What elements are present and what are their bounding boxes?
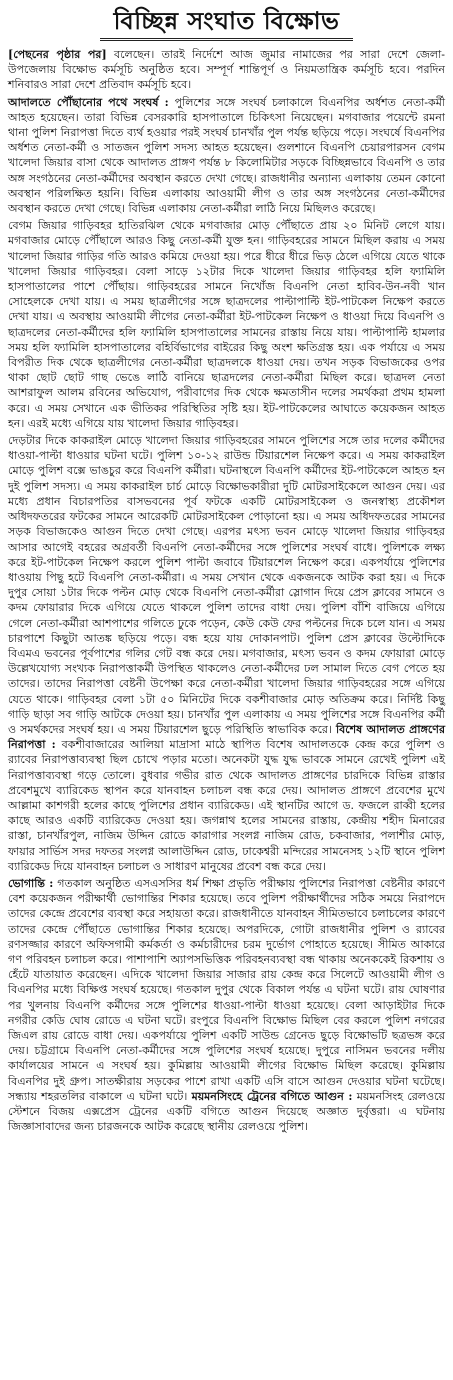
section-1-paragraph-1 (8, 95, 445, 217)
paragraph-text: গতকাল অনুষ্ঠিত এসএসসির ধর্ম শিক্ষা প্রভৃতি পরীক্ষায় পুলিশের নিরাপত্তা বেষ্টনীর কারণে বেশ কয়েকজন পরীক্ষার্থী ভোগান্তির শিকার হয়েছে। তবে পুলিশ পরীক্ষার্থীদের সঠিক সময়ে নিরাপদে তাদের কেন্দ্রে প্রবেশের ব্যবস্থা করে সহায়তা করে। রাজধানীতে যানবাহন সীমিতভাবে চলাচলের কারণে তাদের কেন্দ্রে পৌঁছাতে ভোগান্তির শিকার হয়েছে। অপরদিকে, গোটা রাজধানীর পুলিশ ও র‌্যাবের রণসজ্জার কারণে অফিসগামী কর্মকর্তা ও কর্মচারীদের চরম দুর্ভোগ পোহাতে হয়েছে। সীমিত আকারে গণ পরিবহন চলাচল করে। পাশাপাশি অ্যাপসভিত্তিক পরিবহনব্যবস্থা বন্ধ থাকায় অনেককেই রিকশায় ও হেঁটে যাতায়াত করেছেন। এদিকে খালেদা জিয়ার সাজার রায় কেন্দ্র করে সিলেটে আওয়ামী লীগ ও বিএনপির মধ্যে বিক্ষিপ্ত সংঘর্ষ হয়েছে। গতকাল দুপুর থেকে বিকাল পর্যন্ত এ ঘটনা ঘটে। রায় ঘোষণার পর খুলনায় বিএনপি কর্মীদের সঙ্গে পুলিশের ধাওয়া-পাল্টা ধাওয়া হয়েছে। বেলা আড়াইটার দিকে নগরীর কেডি ঘোষ রোডে এ ঘটনা ঘটে। রংপুরে বিএনপি বিক্ষোভ মিছিল বের করলে পুলিশ নগরের জিএল রায় রোডে বাধা দেয়। একপর্যায়ে পুলিশ একটি সাউন্ড গ্রেনেড ছুড়ে বিক্ষোভটি ছত্রভঙ্গ করে দেয়। চট্টগ্রামে বিএনপি নেতা-কর্মীদের সঙ্গে পুলিশের সংঘর্ষ হয়েছে। দুপুরে নাসিমন ভবনের দলীয় কার্যালয়ের সামনে এ সংঘর্ষ হয়। কুমিল্লায় আওয়ামী লীগের বিক্ষোভ মিছিল করেছে। কুমিল্লায় বিএনপির দুই গ্রুপ। সাতক্ষীরায় সড়কের পাশে রাখা একটি এসি বাসে আগুন দেওয়ার ঘটনা ঘটেছে। সন্ধ্যায় শহরতলির বাকালে এ ঘটনা ঘটে। (8, 876, 445, 1103)
paragraph-text: ময়মনসিংহ রেলওয়ে স্টেশনে বিজয় এক্সপ্রেস ট্রেনের একটি বগিতে আগুন দিয়েছে অজ্ঞাত দুর্বৃত্তরা। এ ঘটনায় জিজ্ঞাসাবাদের জন্য চারজনকে আটক করেছে স্থানীয় রেলওয়ে পুলিশ। (8, 1089, 446, 1134)
headline: বিচ্ছিন্ন সংঘাত বিক্ষোভ (100, 4, 354, 41)
headline-wrapper (8, 4, 445, 41)
section-1-paragraph-3 (8, 433, 445, 874)
section-1-paragraph-2 (8, 218, 445, 431)
section-heading-court-clash: আদালতে পৌঁছানোর পথে সংঘর্ষ : (8, 95, 169, 109)
section-heading-suffering: ভোগান্তি : (8, 876, 54, 890)
article-body (8, 47, 445, 1134)
continuation-label: [পেছনের পৃষ্ঠার পর] (8, 48, 107, 61)
intro-text: বলেছেন। তারই নির্দেশে আজ জুমার নামাজের পর সারা দেশে জেলা-উপজেলায় বিক্ষোভ কর্মসূচি অনুষ্ঠিত হবে। সম্পূর্ণ শান্তিপূর্ণ ও নিয়মতান্ত্রিক কর্মসূচি হবে। পরদিন শনিবারও সারা দেশে প্রতিবাদ কর্মসূচি হবে। (8, 48, 445, 92)
paragraph-text: বকশীবাজারের আলিয়া মাদ্রাসা মাঠে স্থাপিত বিশেষ আদালতকে কেন্দ্র করে পুলিশ ও র‌্যাবের নিরাপত্তাব্যবস্থা ছিল চোখে পড়ার মতো। অনেকটা যুদ্ধ যুদ্ধ ভাবকে সামনে রেখেই পুলিশ এই নিরাপত্তাব্যবস্থা গড়ে তোলে। বুধবার গভীর রাত থেকে আদালত প্রাঙ্গণের চারদিকে বিভিন্ন রাস্তার প্রবেশমুখে ব্যারিকেড স্থাপন করে যানবাহন চলাচল বন্ধ করে দেয়। আদালত প্রাঙ্গণে প্রবেশের মুখে আল্লামা কাশগরী হলের কাছে পুলিশের প্রধান ব্যারিকেড। এই স্থানটির আগে ড. ফজলে রাব্বী হলের কাছে আরও একটি ব্যারিকেড দেওয়া হয়। জগন্নাথ হলের সামনের রাস্তায়, কেন্দ্রীয় শহীদ মিনারের রাস্তা, চানখাঁরপুল, নাজিম উদ্দিন রোডে কারাগার সংলগ্ন নাজিম রোড, চকবাজার, পলাশীর মোড়, ফায়ার সার্ভিস সদর দফতর সংলগ্ন আলাউদ্দিন রোড, ঢাকেশ্বরী মন্দিরের সামনেসহ ১২টি স্থানে পুলিশ ব্যারিকেড দিয়ে যানবাহন চলাচল ও সাধারণ মানুষের প্রবেশ বন্ধ করে দেয়। (8, 738, 445, 873)
paragraph-text: বেগম জিয়ার গাড়িবহর হাতিরঝিল থেকে মগবাজার মোড় পৌঁছাতে প্রায় ২০ মিনিট লেগে যায়। মগবাজার মোড়ে পৌঁছালে আরও কিছু নেতা-কর্মী যুক্ত হন। গাড়িবহরের সামনে মিছিল করায় এ সময় খালেদা জিয়ার গাড়ির গতি আরও কমিয়ে দেওয়া হয়। পরে ধীরে ধীরে ভিড় ঠেলে এগিয়ে যেতে থাকে খালেদা জিয়ার গাড়িবহর। বেলা সাড়ে ১২টার দিকে খালেদা জিয়ার গাড়িবহর হলি ফ্যামিলি হাসপাতালের পাশে পৌঁছায়। গাড়িবহরের সামনে নিখোঁজ বিএনপি নেতা হাবিব-উন-নবী খান সোহেলকে দেখা যায়। এ সময় ছাত্রলীগের সঙ্গে ছাত্রদলের পাল্টাপাল্টি ইট-পাটকেল নিক্ষেপ করতে দেখা যায়। এ অবস্থায় আওয়ামী লীগের নেতা-কর্মীরা ইট-পাটকেল নিক্ষেপ ও ধাওয়া দিয়ে বিএনপি ও ছাত্রদলের নেতা-কর্মীদের হলি ফ্যামিলি হাসপাতালের সামনের রাস্তায় নিয়ে যায়। পাল্টাপাল্টি হামলার সময় হলি ফ্যামিলি হাসপাতালের বহির্বিভাগের বাইরের কিছু অংশ ক্ষতিগ্রস্ত হয়। এক পর্যায়ে এ সময় বিপরীত দিক থেকে ছাত্রলীগের নেতা-কর্মীরা ছাত্রদলকে ধাওয়া দেয়। তখন সড়ক বিভাজকের ওপর থাকা ছোট ছোট গাছ ভেঙে লাঠি বানিয়ে ছাত্রদলের নেতা-কর্মীরা মিছিল করে। ছাত্রদল নেতা আশরাফুল আলম রবিনের অভিযোগ, পরীবাগের দিক থেকে ক্ষমতাসীন দলের সমর্থকরা প্রথম হামলা করে। এ সময় সেখানে এক ভীতিকর পরিস্থিতির সৃষ্টি হয়। ইট-পাটকেলের আঘাতে কয়েকজন আহত হন। এরই মধ্যে এগিয়ে যায় খালেদা জিয়ার গাড়িবহর। (8, 219, 445, 430)
section-heading-court-security: বিশেষ আদালত প্রাঙ্গণের নিরাপত্তা : (8, 722, 445, 752)
paragraph-text: দেড়টার দিকে কাকরাইল মোড়ে খালেদা জিয়ার গাড়িবহরের সামনে পুলিশের সঙ্গে তার দলের কর্মীদের ধাওয়া-পাল্টা ধাওয়ার ঘটনা ঘটে। পুলিশ ১০-১২ রাউন্ড টিয়ারশেল নিক্ষেপ করে। এ সময় কাকরাইল মোড়ে পুলিশ বক্সে ভাঙচুর করে বিএনপি কর্মীরা। ঘটনাস্থলে বিএনপি কর্মীদের ইট-পাটকেলে আহত হন দুই পুলিশ সদস্য। এ সময় কাকরাইল চার্চ মোড়ে বিক্ষোভকারীরা দুটি মোটরসাইকেলে আগুন দেয়। এর মধ্যে প্রধান বিচারপতির বাসভবনের পূর্ব ফটকে একটি মোটরসাইকেল ও জনস্বাস্থ্য প্রকৌশল অধিদফতরের ফটকের সামনে আরেকটি মোটরসাইকেল পোড়ানো হয়। এ সময় অধিদফতরের সামনের সড়ক বিভাজকেও আগুন দিতে দেখা গেছে। এরপর মৎস্য ভবন মোড়ে খালেদা জিয়ার গাড়িবহর আসার আগেই বহরের অগ্রবর্তী বিএনপি নেতা-কর্মীদের সঙ্গে পুলিশের সংঘর্ষ বাধে। পুলিশকে লক্ষ্য করে ইট-পাটকেল নিক্ষেপ করলে পুলিশ পাল্টা জবাবে টিয়ারশেল নিক্ষেপ করে। একপর্যায়ে পুলিশের ধাওয়ায় পিছু হটে বিএনপি নেতা-কর্মীরা। এ সময় সেখান থেকে একজনকে আটক করা হয়। এ দিকে দুপুর সোয়া ১টার দিকে পল্টন মোড় থেকে বিএনপি নেতা-কর্মীরা স্লোগান দিয়ে প্রেস ক্লাবের সামনে ও কদম ফোয়ারার দিকে এগিয়ে যেতে থাকলে পুলিশ তাদের বাধা দেয়। পুলিশ বাঁশি বাজিয়ে এগিয়ে গেলে নেতা-কর্মীরা আশপাশের গলিতে ঢুকে পড়েন, কেউ কেউ ফের পল্টনের দিকে চলে যান। এ সময় চারপাশে কিছুটা আতঙ্ক ছড়িয়ে পড়ে। বন্ধ হয়ে যায় দোকানপাট। পুলিশ প্রেস ক্লাবের উল্টোদিকে বিএমএ ভবনের পূর্বপাশের গলির গেট বন্ধ করে দেয়। মগবাজার, মৎস্য ভবন ও কদম ফোয়ারা মোড়ে উল্লেখযোগ্য সংখ্যক নিরাপত্তাকর্মী উপস্থিত থাকলেও নেতা-কর্মীদের ঢল সামাল দিতে বেগ পেতে হয় তাদের। তাদের নিরাপত্তা বেষ্টনী উপেক্ষা করে নেতা-কর্মীরা খালেদা জিয়ার গাড়িবহরের সঙ্গে এগিয়ে যেতে থাকে। গাড়িবহর বেলা ১টা ৫০ মিনিটের দিকে বকশীবাজার মোড় অতিক্রম করে। নির্দিষ্ট কিছু গাড়ি ছাড়া সব গাড়ি আটকে দেওয়া হয়। চানখাঁর পুল এলাকায় এ সময় পুলিশের সঙ্গে বিএনপির কর্মী ও সমর্থকদের সংঘর্ষ হয়। এ সময় টিয়ারশেল ছুড়ে পরিস্থিতি স্বাভাবিক করে। (8, 434, 445, 736)
section-heading-train-fire: ময়মনসিংহে ট্রেনের বগিতে আগুন : (191, 1089, 353, 1103)
intro-paragraph (8, 47, 445, 93)
section-3-paragraph-1 (8, 876, 445, 1134)
paragraph-text: পুলিশের সঙ্গে সংঘর্ষ চলাকালে বিএনপির অর্ধশত নেতা-কর্মী আহত হয়েছেন। তারা বিভিন্ন বেসরকারি হাসপাতালে চিকিৎসা নিয়েছেন। মগবাজার পয়েন্টে রমনা থানা পুলিশ নিরাপত্তা দিতে ব্যর্থ হওয়ার পরই সংঘর্ষ চানখাঁর পুল পর্যন্ত ছড়িয়ে পড়ে। সংঘর্ষে বিএনপির অর্ধশত নেতা-কর্মী ও সাতজন পুলিশ সদস্য আহত হয়েছেন। গুলশানে বিএনপি চেয়ারপারসন বেগম খালেদা জিয়ার বাসা থেকে আদালত প্রাঙ্গণ পর্যন্ত ৮ কিলোমিটার সড়কে বিচ্ছিন্নভাবে বিএনপি ও তার অঙ্গ সংগঠনের নেতা-কর্মীদের অবস্থান করতে দেখা গেছে। রাজধানীর অন্যান্য এলাকায় তেমন কোনো অবস্থান পরিলক্ষিত হয়নি। বিভিন্ন এলাকায় আওয়ামী লীগ ও তার অঙ্গ সংগঠনের নেতা-কর্মীদের অবস্থান করতে দেখা গেছে। বিভিন্ন এলাকায় নেতা-কর্মীরা লাঠি নিয়ে মিছিলও করেছে। (8, 95, 445, 216)
